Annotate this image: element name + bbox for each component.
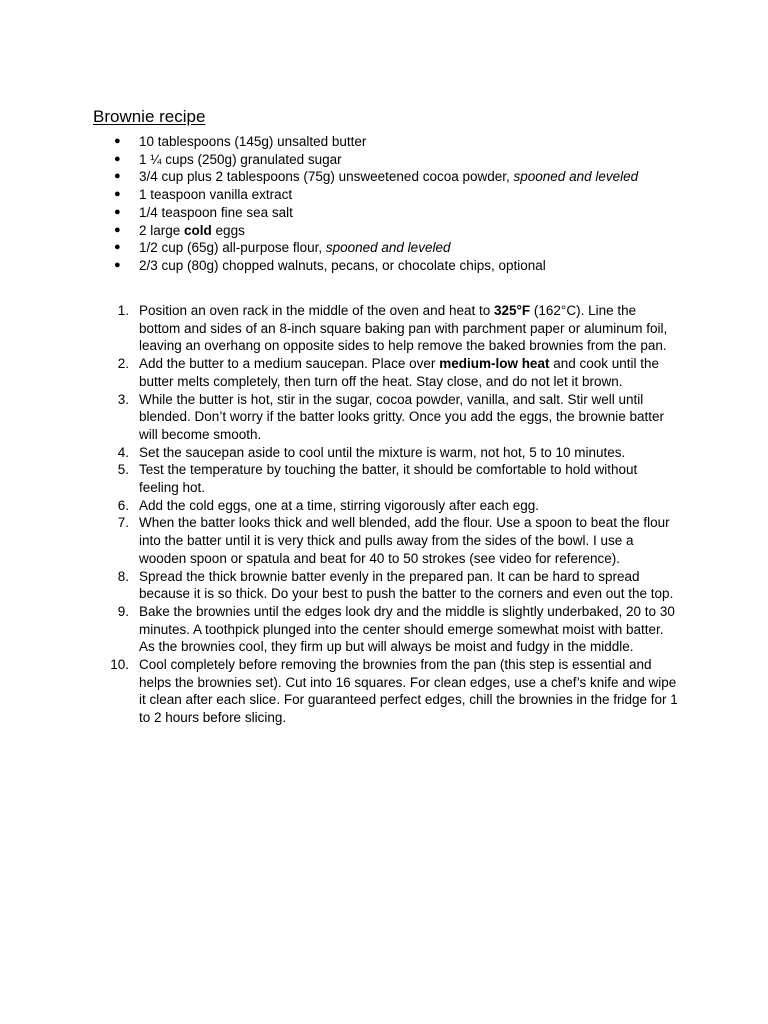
instruction-step xyxy=(108,514,678,567)
ingredient-text: 2/3 cup (80g) chopped walnuts, pecans, or chocolate chips, optional xyxy=(139,257,546,273)
ingredient-text: 10 tablespoons (145g) unsalted butter xyxy=(139,134,367,149)
instruction-step xyxy=(108,603,678,656)
step-text: When the batter looks thick and well blended, add the flour. Use a spoon to beat the flour into the batter until it is very thick and pulls away from the sides of the bowl. I use a wooden spoon or spatula and beat for 40 to 50 strokes (see video for reference). xyxy=(139,515,670,566)
step-number: 7. xyxy=(117,515,129,531)
step-number: 9. xyxy=(117,603,129,619)
step-text: Bake the brownies until the edges look dry and the middle is slightly underbaked, 20 to 30 minutes. A toothpick plunged into the center should emerge somewhat moist with batter. As the brownies cool, they firm up but will always be moist and fudgy in the middle. xyxy=(139,603,675,655)
ingredient-item xyxy=(114,204,714,222)
ingredient-item xyxy=(114,257,714,275)
bullet-icon: ● xyxy=(114,241,121,254)
ingredient-text: 1 ¼ cups (250g) granulated sugar xyxy=(139,151,342,167)
ingredient-text: 1/4 teaspoon fine sea salt xyxy=(139,204,293,220)
step-number: 1. xyxy=(117,303,129,318)
bullet-icon: ● xyxy=(114,205,121,218)
bullet-icon: ● xyxy=(114,152,121,165)
step-number: 4. xyxy=(117,444,129,460)
step-number: 2. xyxy=(117,356,129,372)
step-emphasis: medium-low heat xyxy=(439,356,550,372)
ingredients-list xyxy=(114,133,714,275)
step-number: 10. xyxy=(110,657,129,673)
ingredient-item xyxy=(114,168,714,186)
instruction-step xyxy=(108,568,678,603)
bullet-icon: ● xyxy=(114,170,121,183)
instruction-step xyxy=(108,461,678,496)
ingredient-item xyxy=(114,239,714,257)
ingredient-item xyxy=(114,133,714,151)
step-emphasis: 325°F xyxy=(493,303,531,318)
instruction-step xyxy=(108,302,678,355)
step-text: Cool completely before removing the brownies from the pan (this step is essential and helps the brownies set). Cut into 16 squares. For clean edges, use a chef’s knife and wipe it clean after each slice. For guaranteed perfect edges, chill the brownies in the fridge for 1 to 2 hours before slicing. xyxy=(139,657,678,726)
page-title: Brownie recipe xyxy=(93,107,206,126)
ingredient-item xyxy=(114,222,714,240)
step-text: Add the cold eggs, one at a time, stirring vigorously after each egg. xyxy=(139,497,539,513)
bullet-icon: ● xyxy=(114,258,121,271)
instruction-step xyxy=(108,656,678,727)
step-text: (162°C). Line the bottom and sides of an 8-inch square baking pan with parchment paper or aluminum foil, leaving an overhang on opposite sides to help remove the baked brownies from the pan. xyxy=(139,303,668,354)
instruction-step xyxy=(108,444,678,462)
ingredient-item xyxy=(114,151,714,169)
step-text: Position an oven rack in the middle of the oven and heat to xyxy=(139,303,494,318)
ingredient-note: spooned and leveled xyxy=(325,240,451,256)
ingredient-item xyxy=(114,186,714,204)
step-number: 3. xyxy=(117,391,129,407)
ingredient-text: 3/4 cup plus 2 tablespoons (75g) unsweetened cocoa powder, xyxy=(139,169,514,185)
instructions-list xyxy=(108,302,678,727)
bullet-icon: ● xyxy=(114,135,121,147)
ingredient-text: 1/2 cup (65g) all-purpose flour, xyxy=(139,240,326,256)
bullet-icon: ● xyxy=(114,188,121,201)
step-number: 5. xyxy=(117,462,129,478)
ingredient-emphasis: cold xyxy=(184,222,212,238)
ingredient-note: spooned and leveled xyxy=(513,169,639,185)
ingredient-text: 2 large xyxy=(139,222,185,238)
instruction-step xyxy=(108,497,678,515)
step-text: Spread the thick brownie batter evenly in the prepared pan. It can be hard to spread because it is so thick. Do your best to push the batter to the corners and even out the top. xyxy=(139,568,674,602)
step-number: 6. xyxy=(117,497,129,513)
instruction-step xyxy=(108,391,678,444)
step-text: and cook until the butter melts completely, then turn off the heat. Stay close, and do not let it brown. xyxy=(139,356,660,389)
step-text: While the butter is hot, stir in the sugar, cocoa powder, vanilla, and salt. Stir well until blended. Don’t worry if the batter looks gritty. Once you add the eggs, the brownie batter will become smooth. xyxy=(139,391,665,442)
instruction-step xyxy=(108,355,678,390)
bullet-icon: ● xyxy=(114,223,121,236)
step-number: 8. xyxy=(117,568,129,584)
step-text: Test the temperature by touching the batter, it should be comfortable to hold without feeling hot. xyxy=(139,462,638,496)
ingredient-text: eggs xyxy=(211,222,245,238)
step-text: Add the butter to a medium saucepan. Place over xyxy=(139,356,440,372)
ingredient-text: 1 teaspoon vanilla extract xyxy=(139,187,293,203)
step-text: Set the saucepan aside to cool until the mixture is warm, not hot, 5 to 10 minutes. xyxy=(139,444,626,460)
